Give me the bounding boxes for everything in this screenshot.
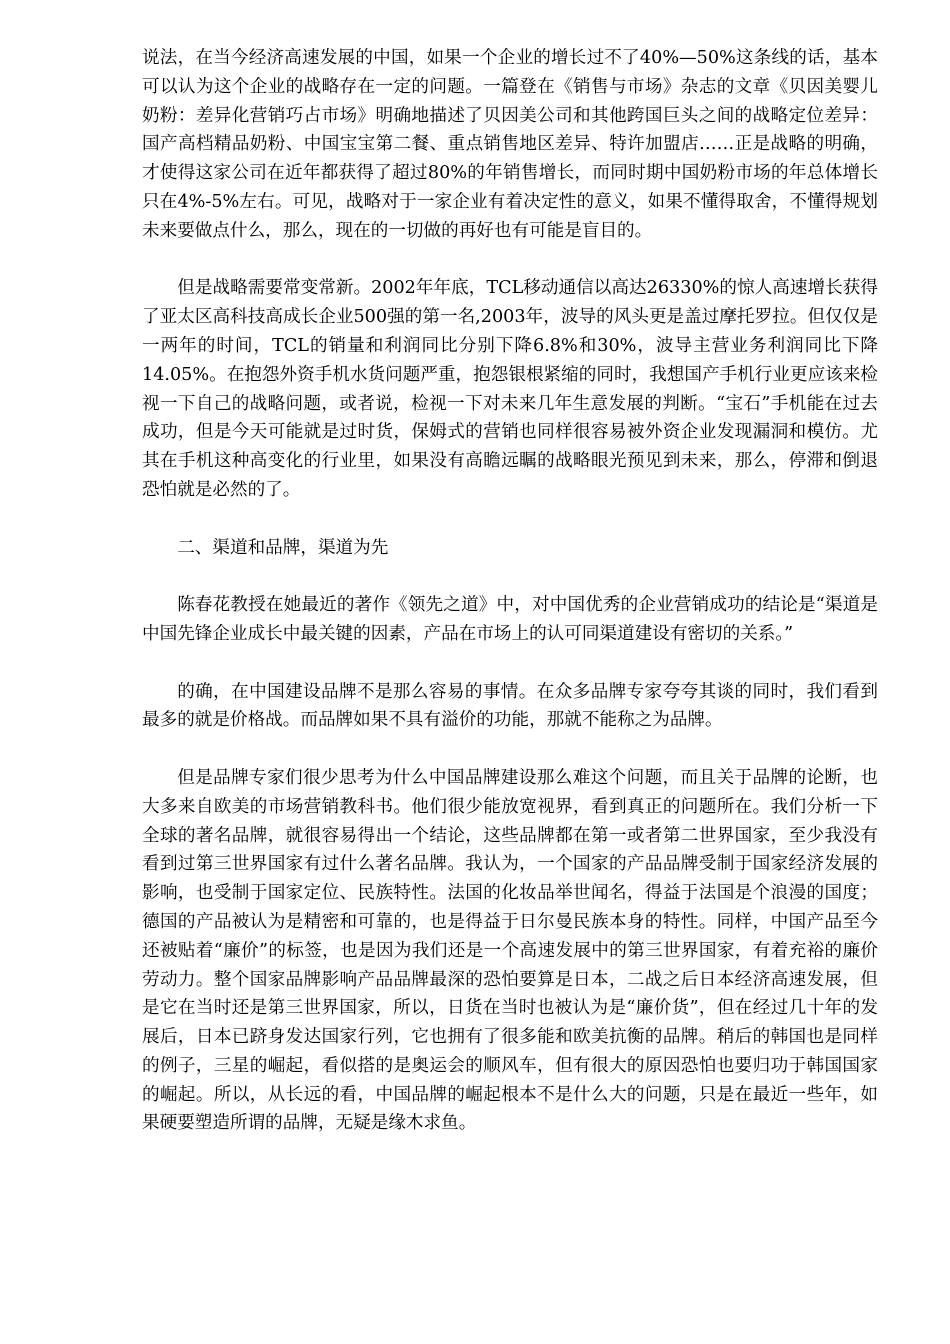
paragraph-spacer <box>142 649 878 678</box>
paragraph-strategy-change: 但是战略需要常变常新。2002年年底，TCL移动通信以高达26330%的惊人高速增长获得了亚太区高科技高成长企业500强的第一名,2003年，波导的风头更是盖过摩托罗拉。但仅仅是一两年的时间，TCL的销量和利润同比分别下降6.8%和30%，波导主营业务利润同比下降14.05%。在抱怨外资手机水货问题严重，抱怨银根紧缩的同时，我想国产手机行业更应该来检视一下自己的战略问题，或者说，检视一下对未来几年生意发展的判断。“宝石”手机能在过去成功，但是今天可能就是过时货，保姆式的营销也同样很容易被外资企业发现漏洞和模仿。尤其在手机这种高变化的行业里，如果没有高瞻远瞩的战略眼光预见到未来，那么，停滞和倒退恐怕就是必然的了。 <box>142 278 878 500</box>
paragraph-spacer <box>142 505 878 534</box>
paragraph-spacer <box>142 735 878 764</box>
paragraph-price-war: 的确，在中国建设品牌不是那么容易的事情。在众多品牌专家夸夸其谈的同时，我们看到最多的就是价格战。而品牌如果不具有溢价的功能，那就不能称之为品牌。 <box>142 681 878 731</box>
document-page <box>142 44 878 1138</box>
section-heading-channel-brand: 二、渠道和品牌，渠道为先 <box>177 537 389 558</box>
paragraph-strategy-growth: 说法，在当今经济高速发展的中国，如果一个企业的增长过不了40%—50%这条线的话，基本可以认为这个企业的战略存在一定的问题。一篇登在《销售与市场》杂志的文章《贝因美婴儿奶粉：差异化营销巧占市场》明确地描述了贝因美公司和其他跨国巨头之间的战略定位差异：国产高档精品奶粉、中国宝宝第二餐、重点销售地区差异、特许加盟店……正是战略的明确，才使得这家公司在近年都获得了超过80%的年销售增长，而同时期中国奶粉市场的年总体增长只在4%-5%左右。可见，战略对于一家企业有着决定性的意义，如果不懂得取舍，不懂得规划未来要做点什么，那么，现在的一切做的再好也有可能是盲目的。 <box>142 48 878 241</box>
paragraph-channel-quote: 陈春花教授在她最近的著作《领先之道》中，对中国优秀的企业营销成功的结论是“渠道是中国先锋企业成长中最关键的因素，产品在市场上的认可同渠道建设有密切的关系。” <box>142 595 878 644</box>
paragraph-spacer <box>142 246 878 275</box>
paragraph-spacer <box>142 562 878 591</box>
paragraph-national-brand: 但是品牌专家们很少思考为什么中国品牌建设那么难这个问题，而且关于品牌的论断，也大多来自欧美的市场营销教科书。他们很少能放宽视界，看到真正的问题所在。我们分析一下全球的著名品牌，就很容易得出一个结论，这些品牌都在第一或者第二世界国家，至少我没有看到过第三世界国家有过什么著名品牌。我认为，一个国家的产品品牌受制于国家经济发展的影响，也受制于国家定位、民族特性。法国的化妆品举世闻名，得益于法国是个浪漫的国度；德国的产品被认为是精密和可靠的，也是得益于日尔曼民族本身的特性。同样，中国产品至今还被贴着“廉价”的标签，也是因为我们还是一个高速发展中的第三世界国家，有着充裕的廉价劳动力。整个国家品牌影响产品品牌最深的恐怕要算是日本，二战之后日本经济高速发展，但是它在当时还是第三世界国家，所以，日货在当时也被认为是“廉价货”，但在经过几十年的发展后，日本已跻身发达国家行列，它也拥有了很多能和欧美抗衡的品牌。稍后的韩国也是同样的例子，三星的崛起，看似搭的是奥运会的顺风车，但有很大的原因恐怕也要归功于韩国国家的崛起。所以，从长远的看，中国品牌的崛起根本不是什么大的问题，只是在最近一些年，如果硬要塑造所谓的品牌，无疑是缘木求鱼。 <box>142 767 878 1134</box>
